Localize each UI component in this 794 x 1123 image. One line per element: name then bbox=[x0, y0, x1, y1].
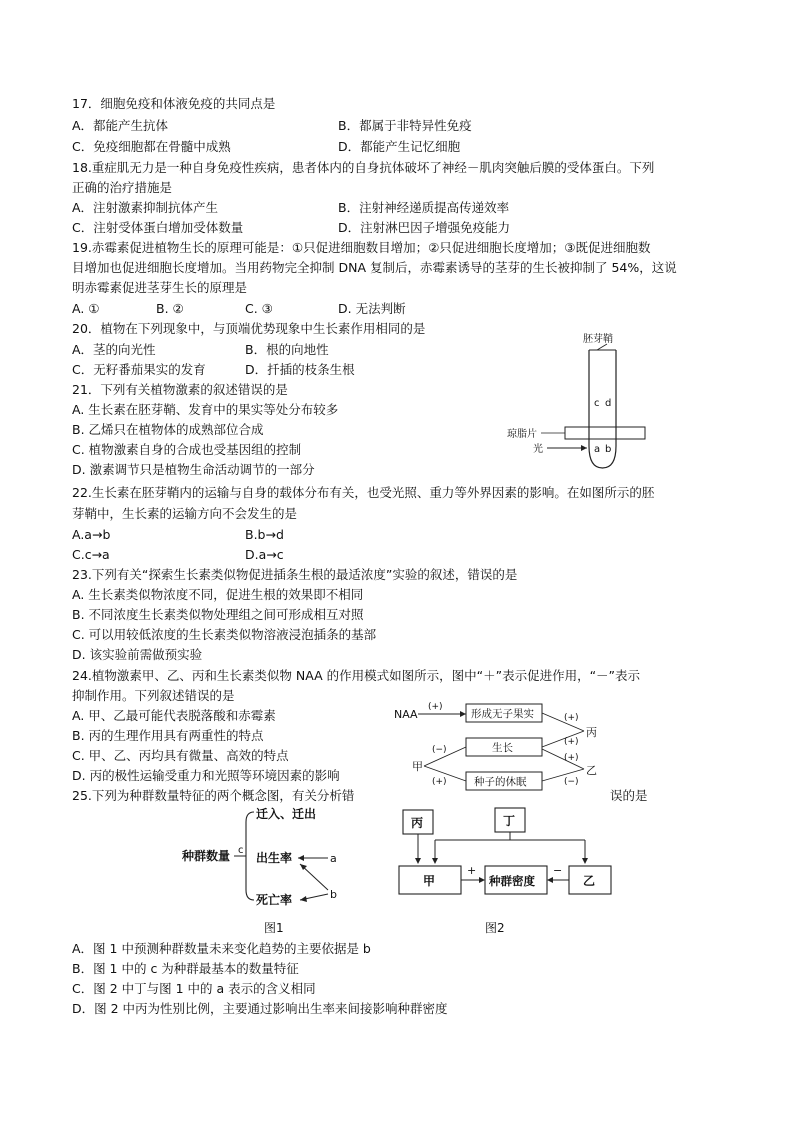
q21-option-a: A. 生长素在胚芽鞘、发育中的果实等处分布较多 bbox=[72, 402, 339, 417]
q23-option-a: A. 生长素类似物浓度不同，促进生根的效果即不相同 bbox=[72, 587, 364, 602]
q17-stem: 17．细胞免疫和体液免疫的共同点是 bbox=[72, 96, 276, 111]
q19-option-d: D. 无法判断 bbox=[338, 301, 406, 316]
hormone-naa-label: NAA bbox=[394, 708, 418, 721]
hormone-minus-yi: (−) bbox=[564, 777, 579, 787]
fig1-label-c: c bbox=[238, 845, 244, 856]
coleoptile-title: 胚芽鞘 bbox=[583, 334, 613, 345]
hormone-bing: 丙 bbox=[586, 726, 597, 739]
coleoptile-label-d: d bbox=[605, 398, 612, 409]
q20-option-d: D．扦插的枝条生根 bbox=[245, 362, 355, 377]
coleoptile-label-a: a bbox=[594, 444, 601, 455]
q24-option-c: C. 甲、乙、丙均具有微量、高效的特点 bbox=[72, 748, 289, 763]
q23-option-b: B. 不同浓度生长素类似物处理组之间可形成相互对照 bbox=[72, 607, 364, 622]
hormone-plus-bing1: (+) bbox=[564, 713, 579, 723]
fig2-minus: − bbox=[553, 864, 563, 877]
q20-option-a: A．茎的向光性 bbox=[72, 342, 156, 357]
q25-stem-right: 误的是 bbox=[610, 788, 648, 803]
q17-option-c: C．免疫细胞都在骨髓中成熟 bbox=[72, 139, 231, 154]
fig1-caption: 图1 bbox=[264, 921, 284, 935]
fig1-label-a: a bbox=[330, 852, 337, 865]
q17-option-a: A．都能产生抗体 bbox=[72, 118, 169, 133]
q24-option-a: A. 甲、乙最可能代表脱落酸和赤霉素 bbox=[72, 708, 276, 723]
q20-option-c: C．无籽番茄果实的发育 bbox=[72, 362, 206, 377]
q22-option-c: C.c→a bbox=[72, 547, 110, 562]
q24-stem-line2: 抑制作用。下列叙述错误的是 bbox=[72, 688, 235, 703]
q18-stem-line2: 正确的治疗措施是 bbox=[72, 180, 173, 195]
q18-option-a: A．注射激素抑制抗体产生 bbox=[72, 200, 219, 215]
q25-option-b: B．图 1 中的 c 为种群最基本的数量特征 bbox=[72, 961, 299, 976]
fig2-bing: 丙 bbox=[411, 816, 424, 830]
q22-stem-line2: 芽鞘中，生长素的运输方向不会发生的是 bbox=[72, 506, 298, 521]
q17-option-b: B．都属于非特异性免疫 bbox=[338, 118, 472, 133]
q21-stem: 21．下列有关植物激素的叙述错误的是 bbox=[72, 382, 288, 397]
hormone-box-dormancy: 种子的休眠 bbox=[474, 776, 527, 788]
fig2-jia: 甲 bbox=[423, 874, 436, 888]
q22-option-a: A.a→b bbox=[72, 527, 111, 542]
fig2-density: 种群密度 bbox=[489, 874, 535, 888]
q20-stem: 20．植物在下列现象中，与顶端优势现象中生长素作用相同的是 bbox=[72, 321, 426, 336]
q22-stem-line1: 22.生长素在胚芽鞘内的运输与自身的载体分布有关，也受光照、重力等外界因素的影响。在如图所示的胚 bbox=[72, 485, 655, 500]
hormone-yi: 乙 bbox=[586, 764, 597, 777]
q22-option-b: B.b→d bbox=[245, 527, 284, 542]
q19-option-b: B. ② bbox=[156, 301, 184, 316]
q18-option-c: C．注射受体蛋白增加受体数量 bbox=[72, 220, 244, 235]
q18-option-b: B．注射神经递质提高传递效率 bbox=[338, 200, 510, 215]
q17-option-d: D．都能产生记忆细胞 bbox=[338, 139, 461, 154]
q21-option-c: C. 植物激素自身的合成也受基因组的控制 bbox=[72, 442, 302, 457]
population-figure-2 bbox=[395, 802, 620, 942]
hormone-box-fruit: 形成无子果实 bbox=[471, 708, 534, 720]
coleoptile-figure bbox=[505, 328, 655, 476]
q18-option-d: D．注射淋巴因子增强免疫能力 bbox=[338, 220, 511, 235]
fig1-death-rate: 死亡率 bbox=[256, 893, 293, 907]
coleoptile-light-label: 光 bbox=[533, 444, 543, 455]
fig1-population-label: 种群数量 bbox=[182, 849, 231, 863]
hormone-plus-bing2: (+) bbox=[564, 737, 579, 747]
hormone-box-growth: 生长 bbox=[492, 742, 513, 754]
q23-option-d: D. 该实验前需做预实验 bbox=[72, 647, 203, 662]
hormone-jia: 甲 bbox=[412, 760, 423, 773]
q25-option-c: C．图 2 中丁与图 1 中的 a 表示的含义相同 bbox=[72, 981, 316, 996]
q25-stem-left: 25.下列为种群数量特征的两个概念图，有关分析错 bbox=[72, 788, 355, 803]
q19-option-c: C. ③ bbox=[245, 301, 273, 316]
coleoptile-label-b: b bbox=[605, 444, 612, 455]
q19-option-a: A. ① bbox=[72, 301, 100, 316]
q24-stem-line1: 24.植物激素甲、乙、丙和生长素类似物 NAA 的作用模式如图所示，图中“＋”表示促进作用，“－”表示 bbox=[72, 668, 641, 683]
fig2-ding: 丁 bbox=[503, 814, 516, 828]
q18-stem-line1: 18.重症肌无力是一种自身免疫性疾病，患者体内的自身抗体破坏了神经－肌肉突触后膜的受体蛋白。下列 bbox=[72, 160, 655, 175]
q19-stem-line1: 19.赤霉素促进植物生长的原理可能是：①只促进细胞数目增加；②只促进细胞长度增加；③既促进细胞数 bbox=[72, 240, 651, 255]
population-figure-1 bbox=[180, 802, 360, 942]
q25-option-a: A．图 1 中预测种群数量未来变化趋势的主要依据是 b bbox=[72, 941, 371, 956]
fig1-label-b: b bbox=[330, 888, 337, 901]
q24-option-d: D. 丙的极性运输受重力和光照等环境因素的影响 bbox=[72, 768, 340, 783]
q19-stem-line3: 明赤霉素促进茎芽生长的原理是 bbox=[72, 280, 248, 295]
q21-option-b: B. 乙烯只在植物体的成熟部位合成 bbox=[72, 422, 264, 437]
q23-option-c: C. 可以用较低浓度的生长素类似物溶液浸泡插条的基部 bbox=[72, 627, 377, 642]
q25-option-d: D．图 2 中丙为性别比例，主要通过影响出生率来间接影响种群密度 bbox=[72, 1001, 448, 1016]
fig2-yi: 乙 bbox=[583, 874, 596, 888]
hormone-minus-jia: (−) bbox=[432, 745, 447, 755]
fig1-birth-rate: 出生率 bbox=[256, 851, 293, 865]
hormone-plus-yi: (+) bbox=[564, 753, 579, 763]
coleoptile-mica-label: 琼脂片 bbox=[507, 429, 537, 440]
hormone-plus-naa: (+) bbox=[428, 702, 443, 712]
coleoptile-label-c: c bbox=[594, 398, 600, 409]
fig2-plus: + bbox=[467, 864, 477, 877]
q24-option-b: B. 丙的生理作用具有两重性的特点 bbox=[72, 728, 264, 743]
q21-option-d: D. 激素调节只是植物生命活动调节的一部分 bbox=[72, 462, 315, 477]
q22-option-d: D.a→c bbox=[245, 547, 284, 562]
fig2-caption: 图2 bbox=[485, 921, 505, 935]
q20-option-b: B．根的向地性 bbox=[245, 342, 329, 357]
fig1-migration: 迁入、迁出 bbox=[256, 807, 317, 821]
q23-stem: 23.下列有关“探索生长素类似物促进插条生根的最适浓度”实验的叙述，错误的是 bbox=[72, 567, 518, 582]
hormone-diagram bbox=[392, 696, 622, 792]
hormone-plus-jia: (+) bbox=[432, 777, 447, 787]
q19-stem-line2: 目增加也促进细胞长度增加。当用药物完全抑制 DNA 复制后，赤霉素诱导的茎芽的生长被抑制了 54%，这说 bbox=[72, 260, 677, 275]
